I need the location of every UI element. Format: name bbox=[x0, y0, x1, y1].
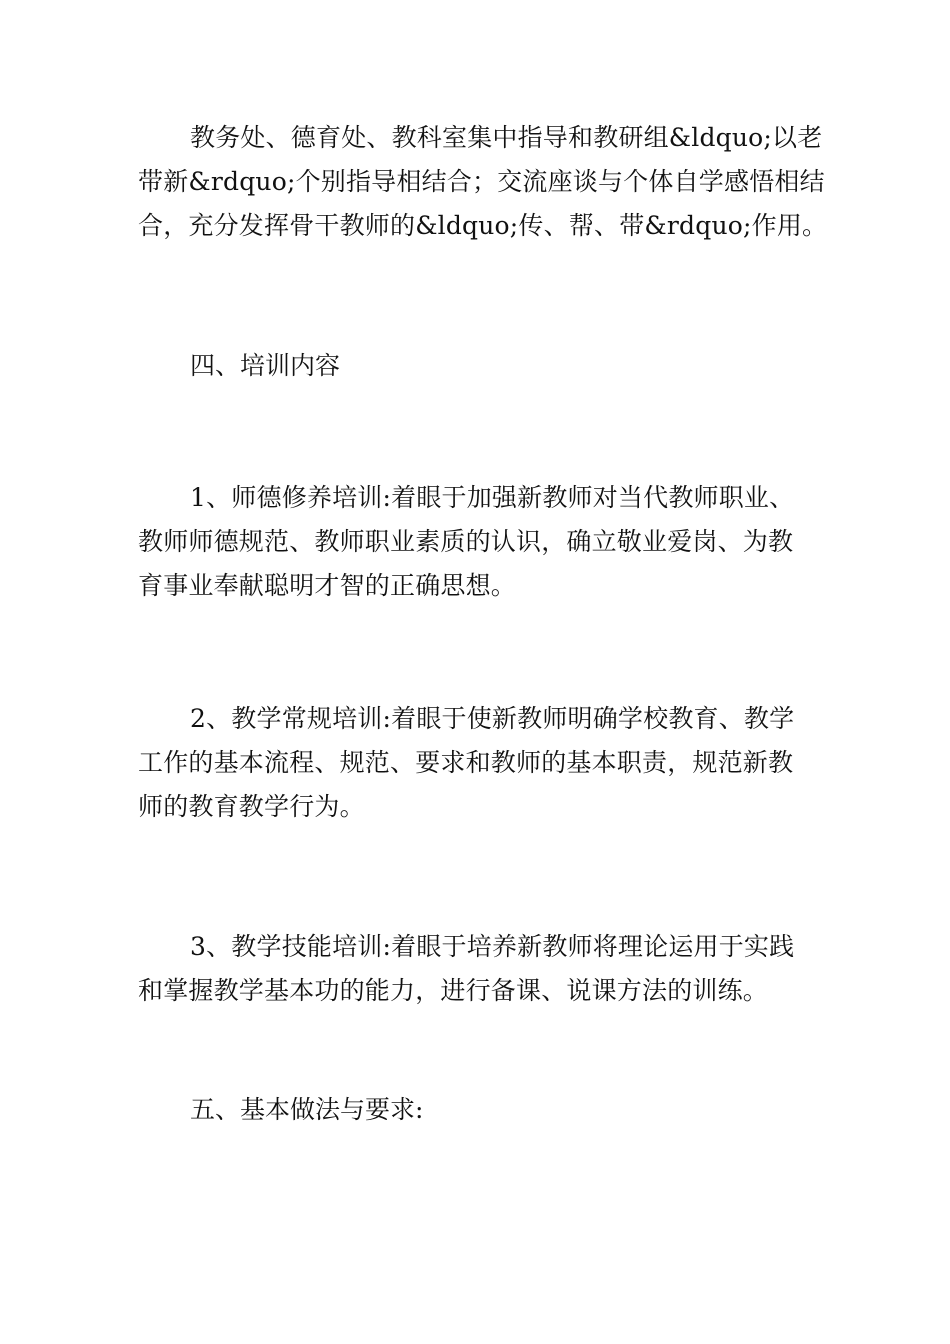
section-heading-5: 五、基本做法与要求: bbox=[190, 1095, 424, 1124]
item-2-paragraph bbox=[138, 697, 818, 829]
paragraph-line: 2、教学常规培训:着眼于使新教师明确学校教育、教学 bbox=[190, 704, 795, 733]
item-1-paragraph bbox=[138, 476, 818, 608]
paragraph-line: 师的教育教学行为。 bbox=[138, 792, 365, 821]
paragraph-line: 1、师德修养培训:着眼于加强新教师对当代教师职业、 bbox=[190, 483, 795, 512]
paragraph-line: 工作的基本流程、规范、要求和教师的基本职责，规范新教 bbox=[138, 748, 794, 777]
paragraph-line: 教师师德规范、教师职业素质的认识，确立敬业爱岗、为教 bbox=[138, 527, 794, 556]
paragraph-line: 带新&rdquo;个别指导相结合；交流座谈与个体自学感悟相结 bbox=[138, 167, 825, 196]
paragraph-line: 育事业奉献聪明才智的正确思想。 bbox=[138, 571, 517, 600]
section-heading-4: 四、培训内容 bbox=[190, 351, 341, 380]
paragraph-line: 3、教学技能培训:着眼于培养新教师将理论运用于实践 bbox=[190, 932, 795, 961]
paragraph-line: 和掌握教学基本功的能力，进行备课、说课方法的训练。 bbox=[138, 976, 769, 1005]
intro-paragraph bbox=[138, 116, 828, 248]
item-3-paragraph bbox=[138, 925, 818, 1013]
paragraph-line: 合，充分发挥骨干教师的&ldquo;传、帮、带&rdquo;作用。 bbox=[138, 211, 828, 240]
paragraph-line: 教务处、德育处、教科室集中指导和教研组&ldquo;以老 bbox=[190, 123, 823, 152]
